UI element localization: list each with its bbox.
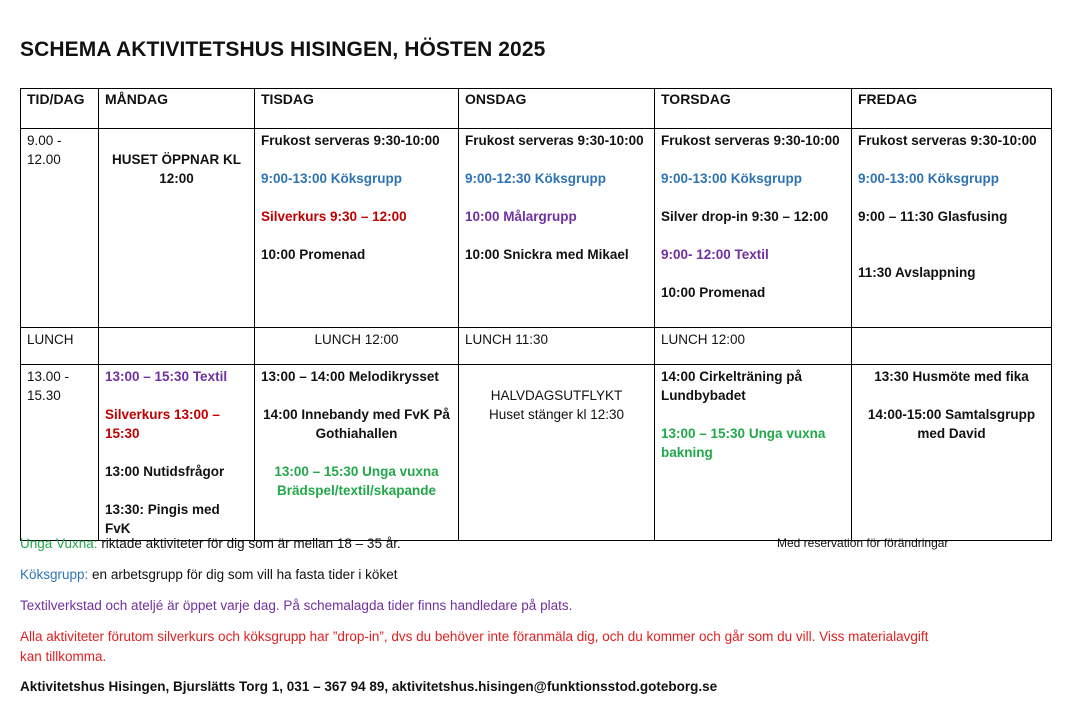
thursday-morning-cell bbox=[655, 129, 852, 328]
time-cell: 13.00 - 15.30 bbox=[21, 365, 99, 541]
tuesday-morning-cell bbox=[255, 129, 459, 328]
activity: Frukost serveras 9:30-10:00 bbox=[261, 133, 440, 148]
reservation-note: Med reservation för förändringar bbox=[777, 536, 949, 550]
header-friday: FREDAG bbox=[852, 89, 1052, 129]
monday-afternoon-cell bbox=[99, 365, 255, 541]
activity: 9:00-13:00 Köksgrupp bbox=[661, 171, 803, 186]
activity: 13:30: Pingis med FvK bbox=[105, 502, 220, 536]
legend-label: Unga Vuxna: bbox=[20, 536, 98, 551]
activity: Silverkurs 9:30 – 12:00 bbox=[261, 209, 407, 224]
activity: 13:00 – 15:30 Unga vuxna Brädspel/textil/skapande bbox=[274, 464, 439, 498]
activity: 9:00-12:30 Köksgrupp bbox=[465, 171, 607, 186]
time-cell: LUNCH bbox=[21, 328, 99, 365]
friday-lunch-cell bbox=[852, 328, 1052, 365]
activity: 13:00 Nutidsfrågor bbox=[105, 464, 225, 479]
activity: HALVDAGSUTFLYKT bbox=[490, 388, 623, 403]
activity: HUSET ÖPPNAR KL 12:00 bbox=[111, 152, 241, 186]
schedule-table bbox=[20, 88, 1052, 541]
legend-textil: Textilverkstad och ateljé är öppet varje dag. På schemalagda tider finns handledare på plats. bbox=[20, 598, 573, 613]
activity: 10:00 Snickra med Mikael bbox=[465, 247, 629, 262]
header-time: TID/DAG bbox=[21, 89, 99, 129]
activity: 9:00 – 11:30 Glasfusing bbox=[858, 209, 1008, 224]
activity: 9:00-13:00 Köksgrupp bbox=[858, 171, 1000, 186]
friday-morning-cell bbox=[852, 129, 1052, 328]
header-tuesday: TISDAG bbox=[255, 89, 459, 129]
activity: 9:00- 12:00 Textil bbox=[661, 247, 769, 262]
morning-row bbox=[21, 129, 1052, 328]
activity: 11:30 Avslappning bbox=[858, 265, 976, 280]
activity: Frukost serveras 9:30-10:00 bbox=[465, 133, 644, 148]
activity: 14:00 Cirkelträning på Lundbybadet bbox=[661, 369, 803, 403]
thursday-lunch-cell: LUNCH 12:00 bbox=[655, 328, 852, 365]
activity: 14:00 Innebandy med FvK På Gothiahallen bbox=[263, 407, 450, 441]
legend-text: riktade aktiviteter för dig som är mellan 18 – 35 år. bbox=[97, 536, 401, 551]
activity: Silver drop-in 9:30 – 12:00 bbox=[661, 209, 829, 224]
wednesday-lunch-cell: LUNCH 11:30 bbox=[459, 328, 655, 365]
activity: 13:00 – 14:00 Melodikrysset bbox=[261, 369, 439, 384]
header-monday: MÅNDAG bbox=[99, 89, 255, 129]
activity: 9:00-13:00 Köksgrupp bbox=[261, 171, 403, 186]
tuesday-lunch-cell: LUNCH 12:00 bbox=[255, 328, 459, 365]
afternoon-row bbox=[21, 365, 1052, 541]
page-title: SCHEMA AKTIVITETSHUS HISINGEN, HÖSTEN 2025 bbox=[20, 38, 546, 61]
header-row bbox=[21, 89, 1052, 129]
tuesday-afternoon-cell bbox=[255, 365, 459, 541]
time-cell: 9.00 - 12.00 bbox=[21, 129, 99, 328]
legend-text: en arbetsgrupp för dig som vill ha fasta tider i köket bbox=[88, 567, 398, 582]
legend-dropin: Alla aktiviteter förutom silverkurs och köksgrupp har ”drop-in”, dvs du behöver inte föranmäla dig, och du kommer och går som du vill. Viss materialavgift kan tillkomma. bbox=[20, 629, 929, 664]
activity: 10:00 Promenad bbox=[661, 285, 766, 300]
activity: 13:00 – 15:30 Textil bbox=[105, 369, 228, 384]
wednesday-morning-cell bbox=[459, 129, 655, 328]
header-thursday: TORSDAG bbox=[655, 89, 852, 129]
monday-morning-cell bbox=[99, 129, 255, 328]
activity: Huset stänger kl 12:30 bbox=[488, 407, 625, 422]
wednesday-afternoon-cell bbox=[459, 365, 655, 541]
friday-afternoon-cell bbox=[852, 365, 1052, 541]
legend-koksgrupp bbox=[20, 565, 397, 585]
footer-contact: Aktivitetshus Hisingen, Bjurslätts Torg 1, 031 – 367 94 89, aktivitetshus.hisingen@funktionsstod.goteborg.se bbox=[20, 679, 718, 694]
legend-label: Köksgrupp: bbox=[20, 567, 89, 582]
activity: 10:00 Promenad bbox=[261, 247, 366, 262]
activity: 10:00 Målargrupp bbox=[465, 209, 577, 224]
activity: Frukost serveras 9:30-10:00 bbox=[858, 133, 1037, 148]
activity: Silverkurs 13:00 – 15:30 bbox=[105, 407, 220, 441]
legend-unga-vuxna bbox=[20, 534, 401, 554]
activity: 13:00 – 15:30 Unga vuxna bakning bbox=[661, 426, 826, 460]
header-wednesday: ONSDAG bbox=[459, 89, 655, 129]
thursday-afternoon-cell bbox=[655, 365, 852, 541]
monday-lunch-cell bbox=[99, 328, 255, 365]
activity: 14:00-15:00 Samtalsgrupp med David bbox=[867, 407, 1036, 441]
activity: 13:30 Husmöte med fika bbox=[874, 369, 1029, 384]
lunch-row bbox=[21, 328, 1052, 365]
activity: Frukost serveras 9:30-10:00 bbox=[661, 133, 840, 148]
